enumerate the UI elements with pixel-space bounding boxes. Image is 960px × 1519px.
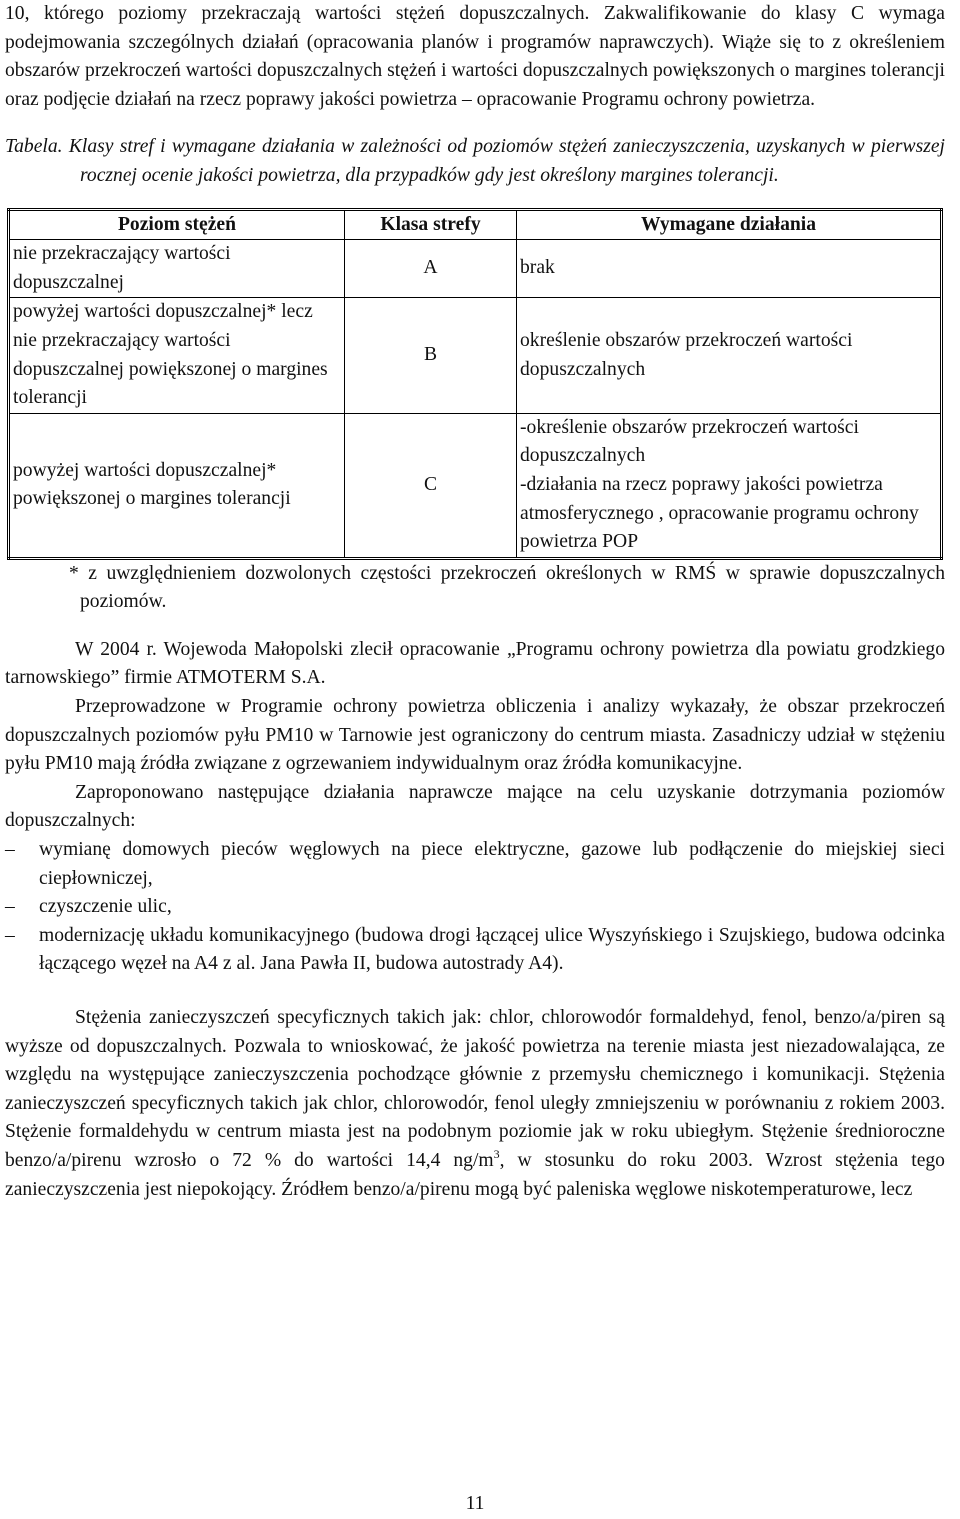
cell-class: A xyxy=(345,240,517,298)
table-header-row xyxy=(9,209,942,240)
spacer xyxy=(5,617,945,636)
spacer xyxy=(5,979,945,1004)
header-class: Klasa strefy xyxy=(345,209,517,240)
paragraph-specific-pollutants xyxy=(5,1004,945,1204)
list-item xyxy=(5,893,945,922)
paragraph-text: Stężenia zanieczyszczeń specyficznych takich jak: chlor, chlorowodór formaldehyd, fenol, benzo/a/piren są wyższe od dopuszczalnych. Pozwala to wnioskować, że jakość powietrza na terenie miasta jest niezadowalająca, ze względu na występujące zanieczyszczenia pochodzące głównie z przemysłu chemicznego i komunikacji. Stężenia zanieczyszczeń specyficznych takich jak chlor, chlorowodór, fenol uległy zmniejszeniu w porównaniu z rokiem 2003. Stężenie formaldehydu w centrum miasta jest na podobnym poziomie jak w roku ubiegłym. Stężenie średnioroczne benzo/a/pirenu wzrosło o 72 % do wartości 14,4 ng/m xyxy=(5,1007,945,1171)
actions-list xyxy=(5,836,945,979)
paragraph-program: W 2004 r. Wojewoda Małopolski zlecił opracowanie „Programu ochrony powietrza dla powiatu grodzkiego tarnowskiego” firmie ATMOTERM S.A. xyxy=(5,638,945,689)
page-number: 11 xyxy=(465,1493,485,1514)
cell-level: nie przekraczający wartości dopuszczalnej xyxy=(9,240,345,298)
table-row xyxy=(9,240,942,298)
list-item xyxy=(5,836,945,893)
cell-class: C xyxy=(345,413,517,558)
paragraph-analysis: Przeprowadzone w Programie ochrony powietrza obliczenia i analizy wykazały, że obszar przekroczeń dopuszczalnych poziomów pyłu PM10 w Tarnowie jest ograniczony do centrum miasta. Zasadniczy udział w stężeniu pyłu PM10 mają źródła związane z ogrzewaniem indywidualnym oraz źródła komunikacyjne. xyxy=(5,696,945,775)
header-actions: Wymagane działania xyxy=(517,209,942,240)
dash-bullet: – xyxy=(5,896,15,918)
document-page xyxy=(5,0,945,1204)
dash-bullet: – xyxy=(5,924,15,946)
list-item-text: wymianę domowych pieców węglowych na piece elektryczne, gazowe lub podłączenie do miejskiej sieci ciepłowniczej, xyxy=(39,839,945,889)
paragraph-proposed: Zaproponowano następujące działania naprawcze mające na celu uzyskanie dotrzymania poziomów dopuszczalnych: xyxy=(5,781,945,832)
cell-action: określenie obszarów przekroczeń wartości dopuszczalnych xyxy=(517,298,942,413)
intro-paragraph: 10, którego poziomy przekraczają wartości stężeń dopuszczalnych. Zakwalifikowanie do klasy C wymaga podejmowania szczególnych działań (opracowania planów i programów naprawczych). Wiąże się to z określeniem obszarów przekroczeń wartości dopuszczalnych stężeń i wartości dopuszczalnych powiększonych o margines tolerancji oraz podjęcie działań na rzecz poprawy jakości powietrza – opracowanie Programu ochrony powietrza. xyxy=(5,3,945,110)
header-level: Poziom stężeń xyxy=(9,209,345,240)
table-footnote: * z uwzględnieniem dozwolonych częstości przekroczeń określonych w RMŚ w sprawie dopuszczalnych poziomów. xyxy=(69,562,945,613)
table-caption xyxy=(5,133,945,190)
action-line: -działania na rzecz poprawy jakości powietrza atmosferycznego , opracowanie programu ochrony powietrza POP xyxy=(520,473,919,553)
paragraph-text: , w stosunku do roku 2003. Wzrost stężenia tego zanieczyszczenia jest niepokojący. Źródłem benzo/a/pirenu mogą być paleniska węglowe niskotemperaturowe, lecz xyxy=(5,1149,945,1200)
dash-bullet: – xyxy=(5,839,15,861)
cell-level: powyżej wartości dopuszczalnej* lecz nie przekraczający wartości dopuszczalnej powiększonej o margines tolerancji xyxy=(9,298,345,413)
cell-action: brak xyxy=(517,240,942,298)
cell-class: B xyxy=(345,298,517,413)
zone-class-table xyxy=(7,208,943,560)
cell-level: powyżej wartości dopuszczalnej* powiększonej o margines tolerancji xyxy=(9,413,345,558)
spacer xyxy=(5,114,945,133)
table-row xyxy=(9,298,942,413)
list-item-text: czyszczenie ulic, xyxy=(39,896,172,918)
table-row xyxy=(9,413,942,558)
table-caption-label: Tabela. xyxy=(5,136,63,158)
table-caption-text: Klasy stref i wymagane działania w zależności od poziomów stężeń zanieczyszczenia, uzyskanych w pierwszej rocznej ocenie jakości powietrza, dla przypadków gdy jest określony margines tolerancji. xyxy=(62,136,945,186)
list-item-text: modernizację układu komunikacyjnego (budowa drogi łączącej ulice Wyszyńskiego i Szujskiego, budowa odcinka łączącego węzeł na A4 z al. Jana Pawła II, budowa autostrady A4). xyxy=(39,924,945,975)
action-line: -określenie obszarów przekroczeń wartości dopuszczalnych xyxy=(520,416,859,467)
superscript: 3 xyxy=(493,1146,500,1161)
list-item xyxy=(5,922,945,979)
cell-action xyxy=(517,413,942,558)
